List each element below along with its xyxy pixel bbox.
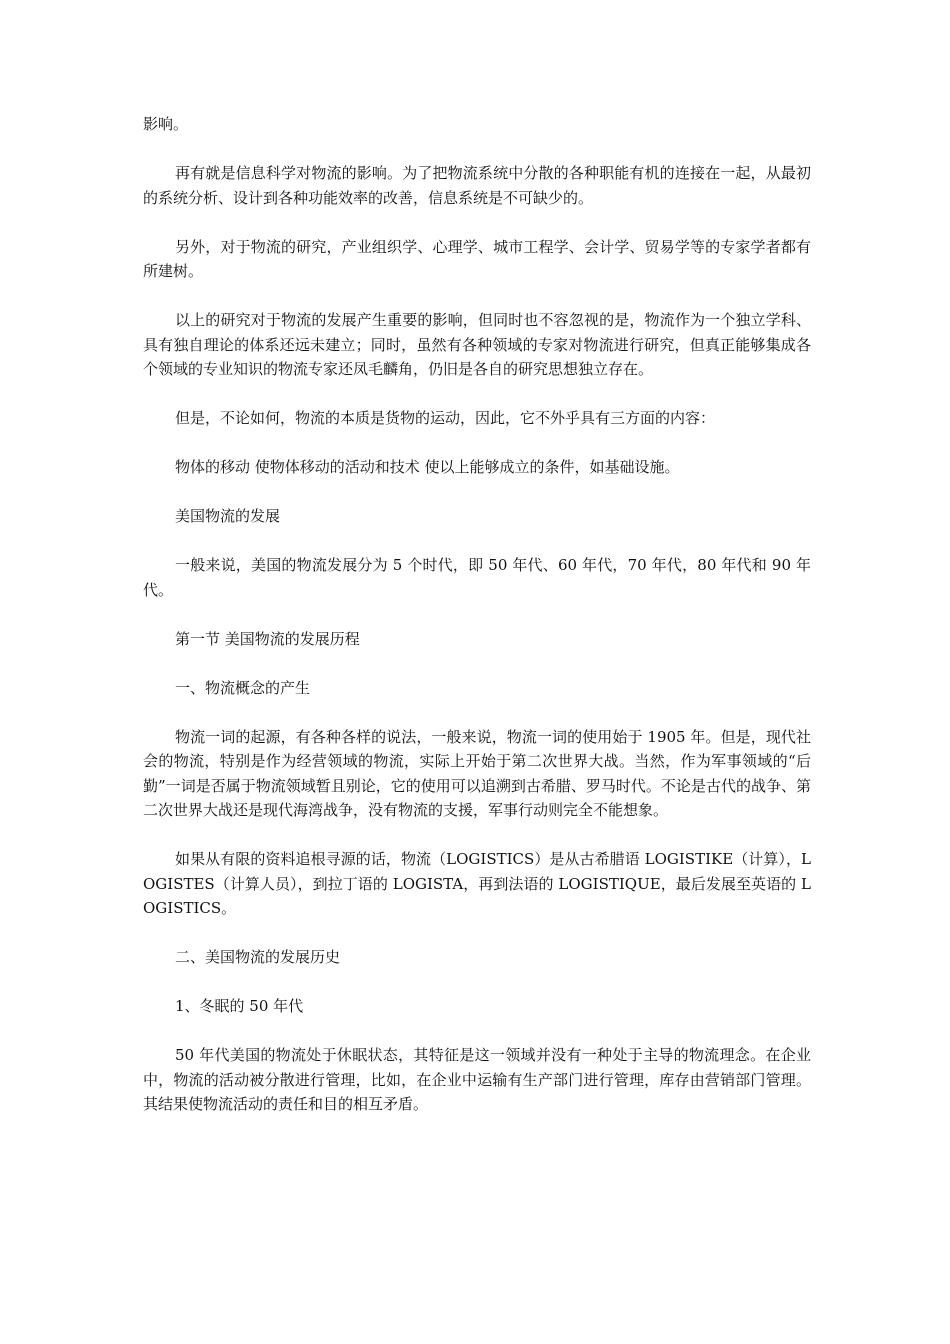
paragraph-continuation: 影响。 — [143, 115, 189, 133]
heading-section-one: 第一节 美国物流的发展历程 — [175, 629, 360, 648]
paragraph-research-summary: 以上的研究对于物流的发展产生重要的影响，但同时也不容忽视的是，物流作为一个独立学科、具有独自理论的体系还远未建立；同时，虽然有各种领域的专家对物流进行研究，但真正能够集成各个领域的专业知识的物流专家还凤毛麟角，仍旧是各自的研究思想独立存在。 — [143, 311, 811, 378]
paragraph-term-origin: 物流一词的起源，有各种各样的说法，一般来说，物流一词的使用始于 1905 年。但是，现代社会的物流，特别是作为经营领域的物流，实际上开始于第二次世界大战。当然，作为军事领域的“后勤”一词是否属于物流领域暂且别论，它的使用可以追溯到古希腊、罗马时代。不论是古代的战争、第二次世界大战还是现代海湾战争，没有物流的支援，军事行动则完全不能想象。 — [143, 727, 811, 819]
paragraph-other-disciplines: 另外，对于物流的研究，产业组织学、心理学、城市工程学、会计学、贸易学等的专家学者都有所建树。 — [143, 237, 811, 280]
document-body — [143, 112, 811, 1141]
paragraph-three-aspects: 物体的移动 使物体移动的活动和技术 使以上能够成立的条件，如基础设施。 — [175, 458, 680, 476]
paragraph-five-eras: 一般来说，美国的物流发展分为 5 个时代，即 50 年代、60 年代，70 年代，80 年代和 90 年代。 — [143, 556, 811, 599]
paragraph-etymology: 如果从有限的资料追根寻源的话，物流（LOGISTICS）是从古希腊语 LOGISTIKE（计算），LOGISTES（计算人员），到拉丁语的 LOGISTA，再到法语的 LOGISTIQUE，最后发展至英语的 LOGISTICS。 — [143, 850, 811, 917]
paragraph-dormant-50s: 50 年代美国的物流处于休眠状态，其特征是这一领域并没有一种处于主导的物流理念。在企业中，物流的活动被分散进行管理，比如，在企业中运输有生产部门进行管理，库存由营销部门管理。其结果使物流活动的责任和目的相互矛盾。 — [143, 1046, 811, 1113]
heading-concept-origin: 一、物流概念的产生 — [175, 678, 311, 697]
paragraph-logistics-essence: 但是，不论如何，物流的本质是货物的运动，因此，它不外乎具有三方面的内容： — [175, 409, 716, 427]
heading-us-logistics-development: 美国物流的发展 — [175, 507, 281, 525]
heading-dormant-50s: 1、冬眠的 50 年代 — [175, 997, 304, 1015]
paragraph-information-science: 再有就是信息科学对物流的影响。为了把物流系统中分散的各种职能有机的连接在一起，从最初的系统分析、设计到各种功能效率的改善，信息系统是不可缺少的。 — [143, 164, 811, 207]
heading-us-history: 二、美国物流的发展历史 — [175, 948, 341, 966]
